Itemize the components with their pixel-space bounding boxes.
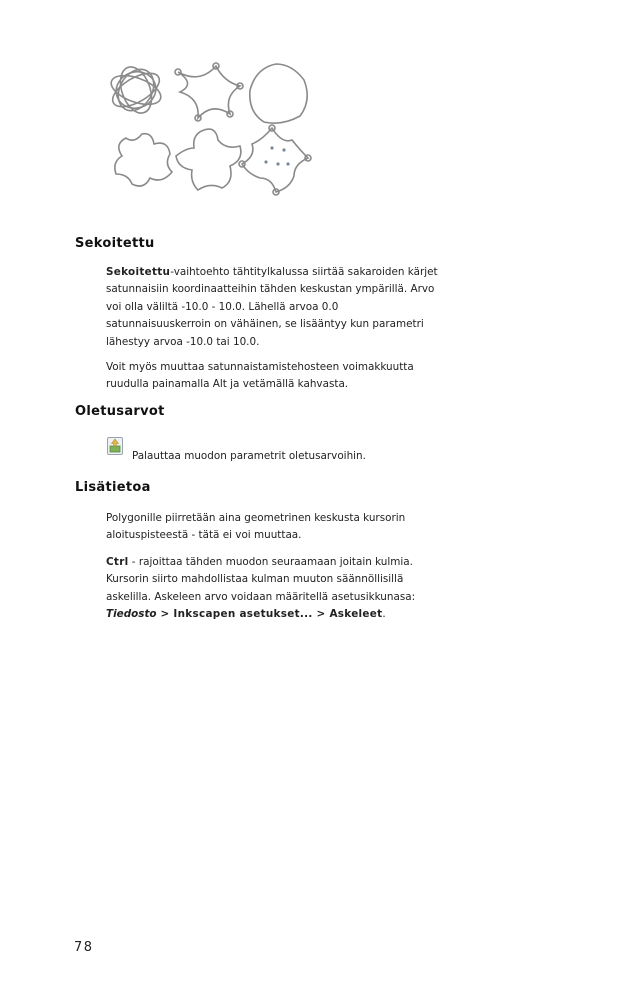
heading-defaults: Oletusarvot [75,404,165,419]
menu-separator: > [156,608,174,621]
menu-file: Tiedosto [106,608,157,621]
shape-rounded-pentagon [250,64,307,123]
defaults-description: Palauttaa muodon parametrit oletusarvoihin. [132,450,366,462]
page-number: 78 [74,940,94,955]
ctrl-description: - rajoittaa tähden muodon seuraamaan joitain kulmia. Kursorin siirto mahdollistaa kulman muuton säännöllisillä askelilla. Askeleen arvo voidaan määritellä asetusikkunasa: [106,556,416,603]
shape-handle-star [239,125,311,195]
more-info-paragraph-2 [106,554,446,624]
shape-loop-star [175,63,243,121]
shape-wavy-flower [115,134,172,186]
defaults-line [106,436,466,460]
more-info-paragraph-1: Polygonille piirretään aina geometrinen keskusta kursorin aloituspisteestä - tätä ei voi muuttaa. [106,512,406,542]
reset-defaults-icon [106,436,124,456]
randomized-paragraph-1 [106,264,446,351]
randomized-description: -vaihtoehto tähtitylkalussa siirtää sakaroiden kärjet satunnaisiin koordinaatteihin tähden keskustan ympärillä. Arvo voi olla väliltä -10.0 - 10.0. Lähellä arvoa 0.0 satunnaisuuskerroin on vähäinen, se lisääntyy kun parametri lähestyy arvoa -10.0 tai 10.0. [106,266,438,348]
sentence-end: . [382,608,386,621]
heading-more-info: Lisätietoa [75,480,151,495]
shape-tangled-loops [107,63,164,118]
menu-preferences-steps: Inkscapen asetukset... > Askeleet [173,608,383,621]
randomized-paragraph-2: Voit myös muuttaa satunnaistamistehosteen voimakkuutta ruudulla painamalla Alt ja vetämällä kahvasta. [106,361,414,391]
heading-randomized: Sekoitettu [75,236,155,251]
shape-blob-star [176,129,241,190]
randomized-term: Sekoitettu [106,266,171,278]
ctrl-key: Ctrl [106,556,129,568]
random-star-shapes-illustration [102,56,316,200]
random-star-shapes-figure [102,56,316,200]
